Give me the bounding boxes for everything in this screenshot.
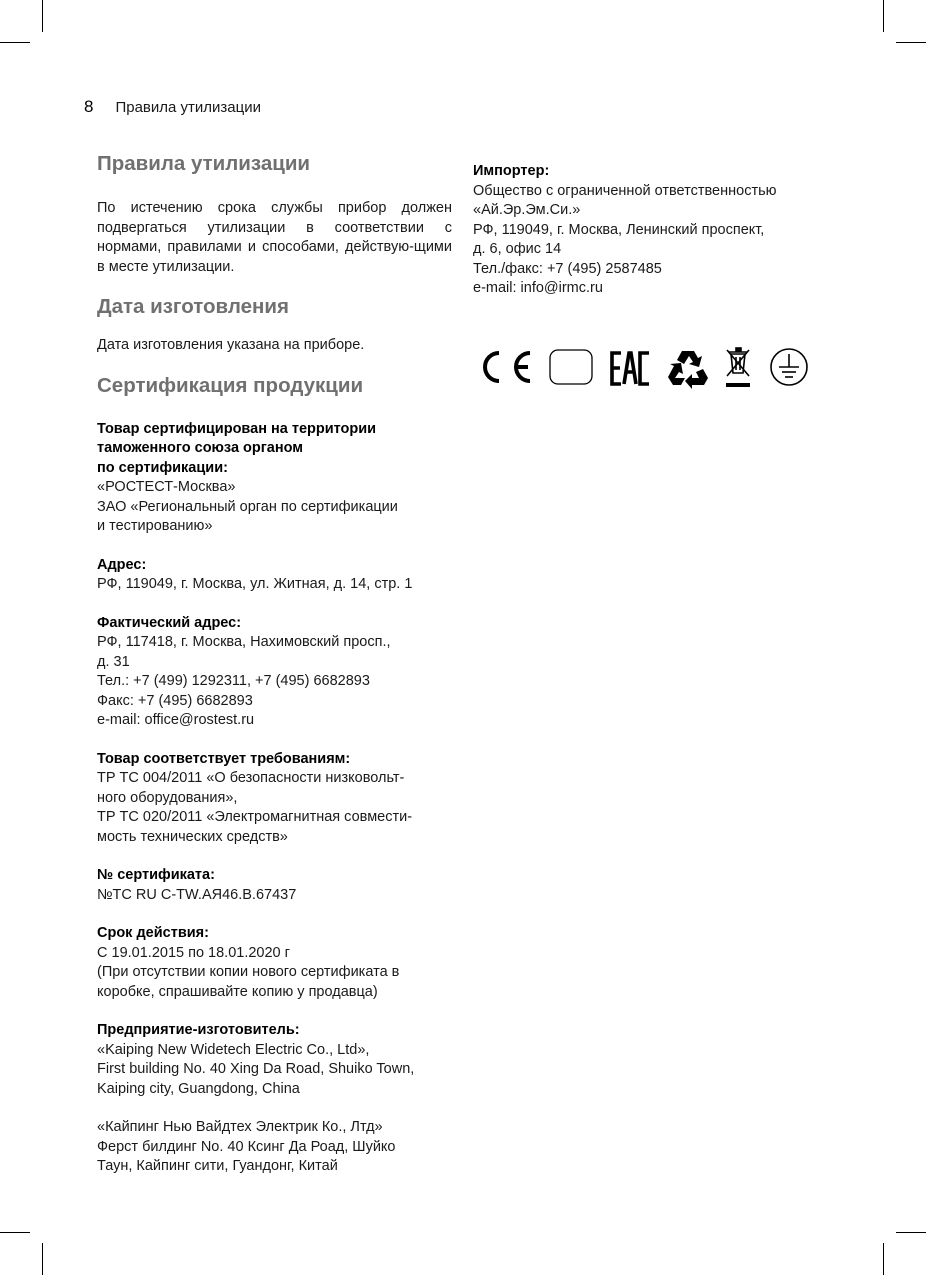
requirements-line: мость технических средств» (97, 828, 288, 845)
requirements-line: ного оборудования», (97, 789, 238, 806)
crop-mark (883, 1243, 884, 1275)
certified-line: «РОСТЕСТ-Москва» (97, 479, 236, 495)
requirements-label: Товар соответствует требованиям: (97, 750, 351, 767)
certification-heading: Сертификация продукции (97, 373, 364, 397)
manufacturer-line: Kaiping city, Guangdong, China (97, 1080, 300, 1097)
validity-block (97, 924, 452, 1002)
validity-label: Срок действия: (97, 925, 209, 941)
manufacturer-label: Предприятие-изготовитель: (97, 1022, 300, 1038)
crop-mark (896, 1232, 926, 1233)
importer-line: e-mail: info@irmc.ru (473, 280, 603, 296)
certified-block (97, 420, 452, 537)
crop-mark (0, 1232, 30, 1233)
manufacturer-block (97, 1021, 452, 1099)
validity-line: коробке, спрашивайте копию у продавца) (97, 983, 378, 1000)
address-block (97, 556, 452, 595)
actual-address-line: РФ, 117418, г. Москва, Нахимовский просп., (97, 634, 391, 650)
weee-bin-icon (721, 345, 755, 391)
cert-number-block (97, 866, 452, 905)
validity-line: (При отсутствии копии нового сертификата в (97, 964, 400, 980)
requirements-block (97, 750, 452, 848)
requirements-line: ТР ТС 004/2011 «О безопасности низковольт- (97, 770, 405, 786)
validity-line: С 19.01.2015 по 18.01.2020 г (97, 944, 290, 961)
running-head (84, 97, 261, 117)
running-title: Правила утилизации (115, 99, 261, 116)
address-line: РФ, 119049, г. Москва, ул. Житная, д. 14, стр. 1 (97, 576, 413, 592)
requirements-line: ТР ТС 020/2011 «Электромагнитная совмести- (97, 809, 413, 825)
importer-line: д. 6, офис 14 (473, 241, 562, 257)
disposal-heading: Правила утилизации (97, 152, 311, 175)
actual-address-label: Фактический адрес: (97, 614, 242, 631)
manufacturer-ru-line: Таун, Кайпинг сити, Гуандонг, Китай (97, 1158, 338, 1174)
blank-mark-icon (548, 345, 594, 389)
manufacture-date-heading: Дата изготовления (97, 295, 289, 318)
importer-label: Импортер: (473, 163, 550, 179)
importer-block (473, 162, 833, 299)
manufacturer-line: «Kaiping New Widetech Electric Co., Ltd», (97, 1041, 370, 1058)
crop-mark (42, 0, 43, 32)
crop-mark (896, 42, 926, 43)
page-number: 8 (84, 97, 94, 116)
importer-line: «Ай.Эр.Эм.Си.» (473, 202, 581, 218)
left-column (97, 152, 452, 1177)
ce-mark-icon (475, 345, 537, 389)
manufacturer-ru-line: Ферст билдинг No. 40 Ксинг Да Роад, Шуйко (97, 1138, 396, 1155)
cert-number-line: №ТС RU С-TW.АЯ46.В.67437 (97, 886, 297, 903)
address-label: Адрес: (97, 556, 147, 573)
certified-line: ЗАО «Региональный орган по сертификации (97, 498, 398, 515)
actual-address-line: д. 31 (97, 653, 130, 670)
importer-line: Общество с ограниченной ответственностью (473, 182, 777, 199)
importer-line: РФ, 119049, г. Москва, Ленинский проспект, (473, 221, 765, 238)
crop-mark (0, 42, 30, 43)
crop-mark (42, 1243, 43, 1275)
actual-address-line: e-mail: office@rostest.ru (97, 712, 255, 728)
certified-label: таможенного союза органом (97, 440, 304, 456)
certified-line: и тестированию» (97, 518, 213, 534)
manufacturer-line: First building No. 40 Xing Da Road, Shuiko Town, (97, 1061, 415, 1077)
actual-address-block (97, 614, 452, 731)
actual-address-line: Факс: +7 (495) 6682893 (97, 692, 253, 709)
disposal-text: По истечению срока службы прибор должен подвергаться утилизации в соответствии с нормами, правилами и способами, действую-щими в месте утилизации. (97, 200, 452, 275)
eac-mark-icon (609, 345, 653, 389)
cert-number-label: № сертификата: (97, 867, 215, 883)
earth-ground-icon (767, 345, 811, 389)
crop-mark (883, 0, 884, 32)
manufacturer-ru-block (97, 1118, 452, 1177)
importer-line: Тел./факс: +7 (495) 2587485 (473, 260, 662, 277)
certification-marks (473, 345, 818, 391)
manufacturer-ru-line: «Кайпинг Нью Вайдтех Электрик Ко., Лтд» (97, 1119, 383, 1135)
actual-address-line: Тел.: +7 (499) 1292311, +7 (495) 6682893 (97, 673, 370, 689)
manufacture-date-text: Дата изготовления указана на приборе. (97, 337, 365, 353)
certified-label: Товар сертифицирован на территории (97, 420, 377, 437)
certified-label: по сертификации: (97, 459, 228, 476)
recycle-icon (666, 345, 710, 389)
